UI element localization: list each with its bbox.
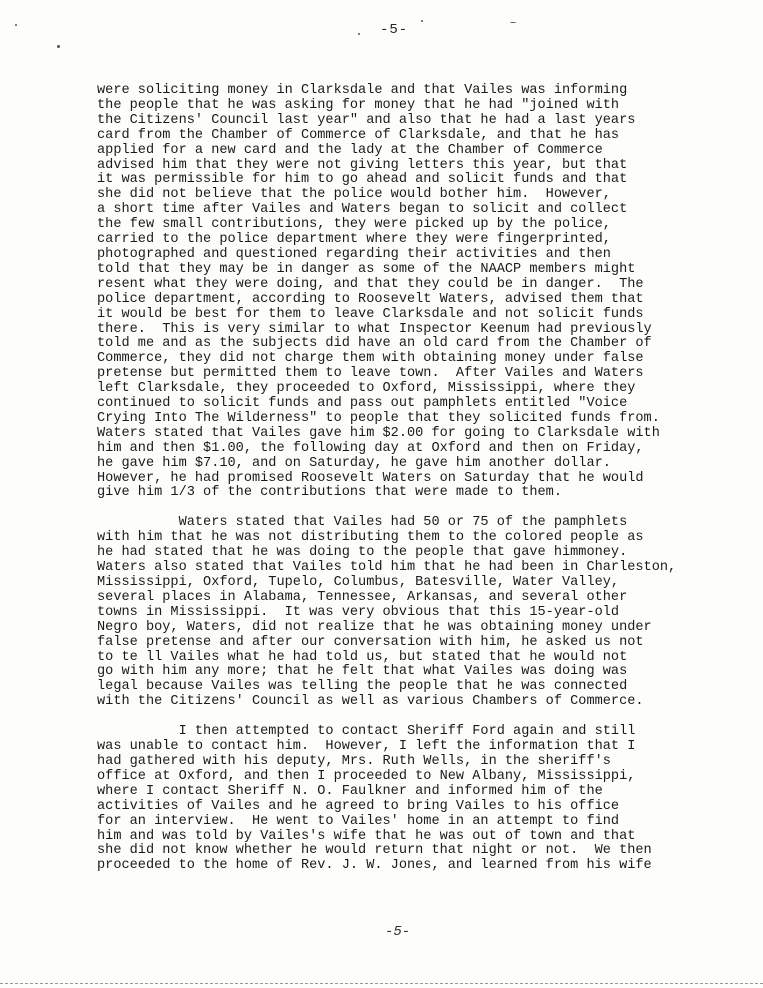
text-line: However, he had promised Roosevelt Waters on Saturday that he would — [97, 470, 644, 486]
text-line: she did not believe that the police would bother him. However, — [97, 187, 611, 203]
text-line: the few small contributions, they were picked up by the police, — [97, 217, 611, 233]
text-line: go with him any more; that he felt that what Vailes was doing was — [97, 664, 628, 680]
text-line: to te ll Vailes what he had told us, but stated that he would not — [97, 649, 628, 665]
text-line: photographed and questioned regarding their activities and then — [97, 246, 611, 262]
scan-speck — [57, 45, 60, 48]
text-line: he had stated that he was doing to the people that gave himmoney. — [97, 545, 628, 561]
text-line: it was permissible for him to go ahead and solicit funds and that — [97, 172, 628, 188]
text-line: legal because Vailes was telling the people that he was connected — [97, 679, 628, 695]
text-line: the Citizens' Council last year" and also that he had a last years — [97, 112, 636, 128]
page-number-top: -5- — [380, 22, 409, 38]
text-line: with the Citizens' Council as well as various Chambers of Commerce. — [97, 694, 644, 710]
page-number-bottom: -5- — [385, 924, 411, 940]
text-line: office at Oxford, and then I proceeded to New Albany, Mississippi, — [97, 768, 636, 784]
text-line: she did not know whether he would return that night or not. We then — [97, 843, 652, 859]
scan-bottom-edge — [0, 983, 763, 985]
text-line: Commerce, they did not charge them with obtaining money under false — [97, 351, 644, 367]
paragraph — [97, 84, 747, 501]
text-line: there. This is very similar to what Inspector Keenum had previously — [97, 321, 652, 337]
text-line: for an interview. He went to Vailes' home in an attempt to find — [97, 813, 620, 829]
text-line: Crying Into The Wilderness" to people that they solicited funds from. — [97, 410, 660, 426]
text-line: was unable to contact him. However, I left the information that I — [97, 739, 636, 755]
text-line: carried to the police department where they were fingerprinted, — [97, 232, 611, 248]
text-line: false pretense and after our conversation with him, he asked us not — [97, 634, 644, 650]
paragraph-gap — [97, 710, 747, 725]
text-line: I then attempted to contact Sheriff Ford again and still — [97, 724, 636, 740]
paragraph — [97, 516, 747, 710]
text-line: it would be best for them to leave Clarksdale and not solicit funds — [97, 306, 644, 322]
text-line: give him 1/3 of the contributions that were made to them. — [97, 485, 562, 501]
text-line: continued to solicit funds and pass out pamphlets entitled "Voice — [97, 396, 628, 412]
text-line: with him that he was not distributing them to the colored people as — [97, 530, 644, 546]
text-line: had gathered with his deputy, Mrs. Ruth Wells, in the sheriff's — [97, 753, 611, 769]
text-line: a short time after Vailes and Waters began to solicit and collect — [97, 202, 628, 218]
paragraph — [97, 725, 747, 874]
text-line: towns in Mississippi. It was very obvious that this 15-year-old — [97, 604, 620, 620]
text-line: card from the Chamber of Commerce of Clarksdale, and that he has — [97, 127, 620, 143]
scan-speck — [15, 24, 17, 26]
text-line: he gave him $7.10, and on Saturday, he gave him another dollar. — [97, 455, 611, 471]
text-line: told that they may be in danger as some of the NAACP members might — [97, 261, 636, 277]
scan-speck — [358, 33, 360, 35]
text-line: Waters also stated that Vailes told him that he had been in Charleston, — [97, 560, 677, 576]
text-line: proceeded to the home of Rev. J. W. Jones, and learned from his wife — [97, 858, 652, 874]
text-line: Negro boy, Waters, did not realize that he was obtaining money under — [97, 619, 652, 635]
text-line: the people that he was asking for money that he had "joined with — [97, 97, 620, 113]
text-line: Waters stated that Vailes had 50 or 75 of the pamphlets — [97, 515, 628, 531]
body-text — [97, 84, 747, 874]
text-line: left Clarksdale, they proceeded to Oxford, Mississippi, where they — [97, 381, 636, 397]
text-line: Mississippi, Oxford, Tupelo, Columbus, Batesville, Water Valley, — [97, 575, 620, 590]
paragraph-gap — [97, 501, 747, 516]
scan-speck — [510, 22, 516, 23]
text-line: told me and as the subjects did have an old card from the Chamber of — [97, 336, 652, 352]
text-line: police department, according to Roosevelt Waters, advised them that — [97, 291, 644, 307]
scan-speck — [421, 20, 423, 22]
text-line: were soliciting money in Clarksdale and that Vailes was informing — [97, 83, 628, 98]
text-line: activities of Vailes and he agreed to bring Vailes to his office — [97, 798, 620, 814]
text-line: where I contact Sheriff N. O. Faulkner and informed him of the — [97, 783, 603, 799]
text-line: him and then $1.00, the following day at Oxford and then on Friday, — [97, 440, 644, 456]
text-line: several places in Alabama, Tennessee, Arkansas, and several other — [97, 589, 628, 605]
text-line: applied for a new card and the lady at the Chamber of Commerce — [97, 142, 603, 158]
text-line: him and was told by Vailes's wife that he was out of town and that — [97, 828, 636, 844]
text-line: advised him that they were not giving letters this year, but that — [97, 157, 628, 173]
text-line: resent what they were doing, and that they could be in danger. The — [97, 276, 644, 292]
text-line: pretense but permitted them to leave town. After Vailes and Waters — [97, 366, 644, 382]
text-line: Waters stated that Vailes gave him $2.00 for going to Clarksdale with — [97, 425, 660, 441]
